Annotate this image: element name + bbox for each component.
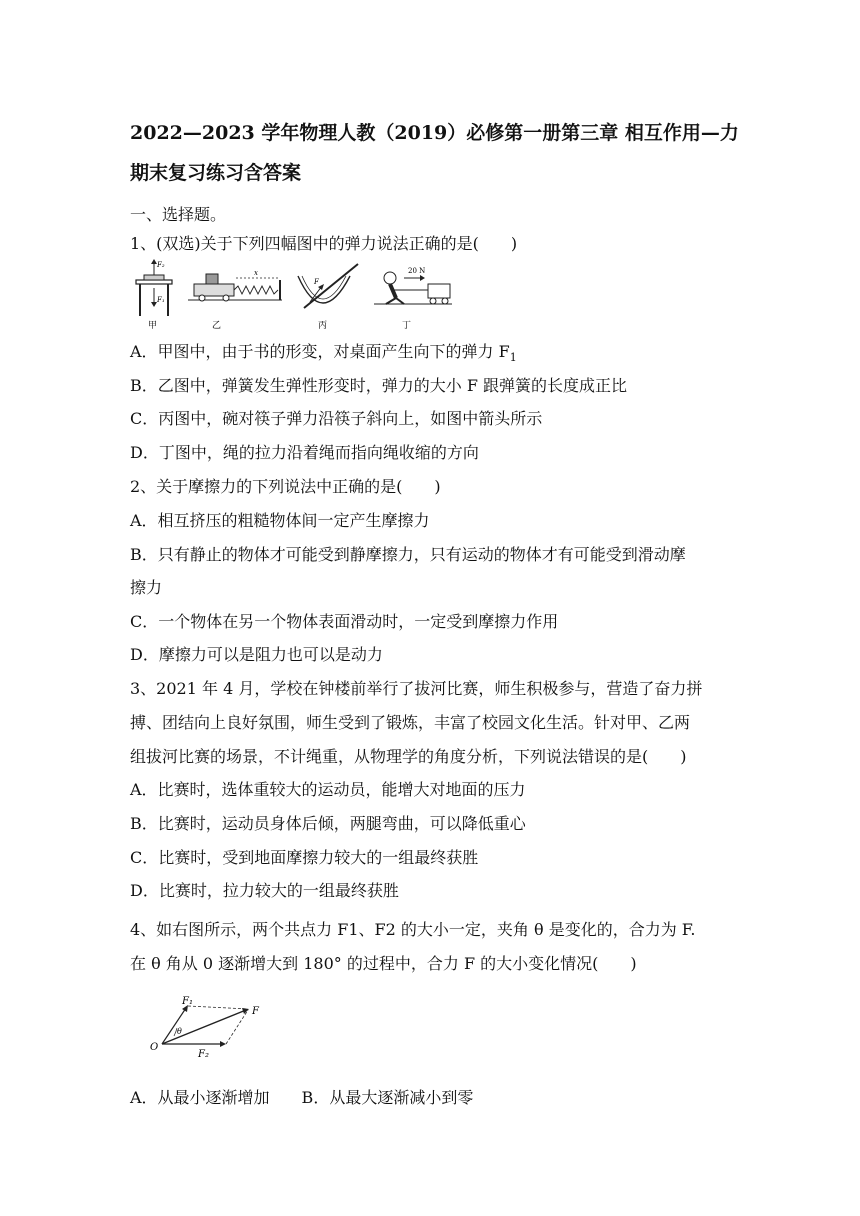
section-heading: 一、选择题。 [130,205,227,224]
q3-stem-line1: 3、2021 年 4 月，学校在钟楼前举行了拔河比赛，师生积极参与，营造了奋力拼 [130,679,703,698]
q1-option-a [130,339,517,364]
document-title-line1: 2022—2023 学年物理人教（2019）必修第一册第三章 相互作用—力 [130,122,739,144]
q3-stem-line2: 搏、团结向上良好氛围，师生受到了锻炼，丰富了校园文化生活。针对甲、乙两 [130,713,691,732]
q2-option-d: D．摩擦力可以是阻力也可以是动力 [130,645,383,664]
q3-option-c: C．比赛时，受到地面摩擦力较大的一组最终获胜 [130,848,479,867]
q2-option-b-line1: B．只有静止的物体才可能受到静摩擦力，只有运动的物体才有可能受到滑动摩 [130,545,686,564]
label-yi: 乙 [212,321,222,331]
figure-ding [374,267,452,331]
label-f: F [252,1006,259,1017]
label-jia: 甲 [148,321,158,331]
q3-option-d: D．比赛时，拉力较大的一组最终获胜 [130,881,399,900]
label-f: F [314,278,319,286]
q3-option-a: A．比赛时，选体重较大的运动员，能增大对地面的压力 [130,780,526,799]
q2-option-c: C．一个物体在另一个物体表面滑动时，一定受到摩擦力作用 [130,612,559,631]
label-f1: F₁ [157,296,165,304]
q1-option-a-subscript: 1 [509,351,517,365]
label-bing: 丙 [318,321,328,331]
q1-option-c: C．丙图中，碗对筷子弹力沿筷子斜向上，如图中箭头所示 [130,409,543,428]
q2-option-a: A．相互挤压的粗糙物体间一定产生摩擦力 [130,511,430,530]
q1-option-a-text: A．甲图中，由于书的形变，对桌面产生向下的弹力 F [130,342,510,361]
q4-options-ab: A．从最小逐渐增加 B．从最大逐渐减小到零 [130,1088,474,1107]
label-x: x [254,269,258,277]
document-title-line2: 期末复习练习含答案 [130,162,302,184]
q1-option-d: D．丁图中，绳的拉力沿着绳而指向绳收缩的方向 [130,443,479,462]
figure-yi [188,269,282,331]
label-f2: F₂ [157,261,165,269]
q4-figure [146,994,276,1066]
q1-stem: 1、(双选)关于下列四幅图中的弹力说法正确的是( ) [130,234,518,253]
q1-figure [132,258,462,332]
q3-option-b: B．比赛时，运动员身体后倾，两腿弯曲，可以降低重心 [130,814,526,833]
figure-bing [298,264,358,331]
q4-stem-line2: 在 θ 角从 0 逐渐增大到 180° 的过程中，合力 F 的大小变化情况( ) [130,954,637,973]
q2-stem: 2、关于摩擦力的下列说法中正确的是( ) [130,477,441,496]
q3-stem-line3: 组拔河比赛的场景，不计绳重，从物理学的角度分析，下列说法错误的是( ) [130,747,687,766]
label-f1: F₁ [182,996,193,1007]
label-ding: 丁 [402,321,412,331]
figure-jia [136,259,172,331]
label-o: O [150,1042,159,1053]
label-f2: F₂ [198,1049,209,1060]
label-20n: 20 N [408,267,426,275]
q1-option-b: B．乙图中，弹簧发生弹性形变时，弹力的大小 F 跟弹簧的长度成正比 [130,376,628,395]
q4-stem-line1: 4、如右图所示，两个共点力 F1、F2 的大小一定，夹角 θ 是变化的，合力为 F. [130,920,696,939]
q2-option-b-line2: 擦力 [130,578,163,597]
label-theta: θ [177,1027,182,1036]
